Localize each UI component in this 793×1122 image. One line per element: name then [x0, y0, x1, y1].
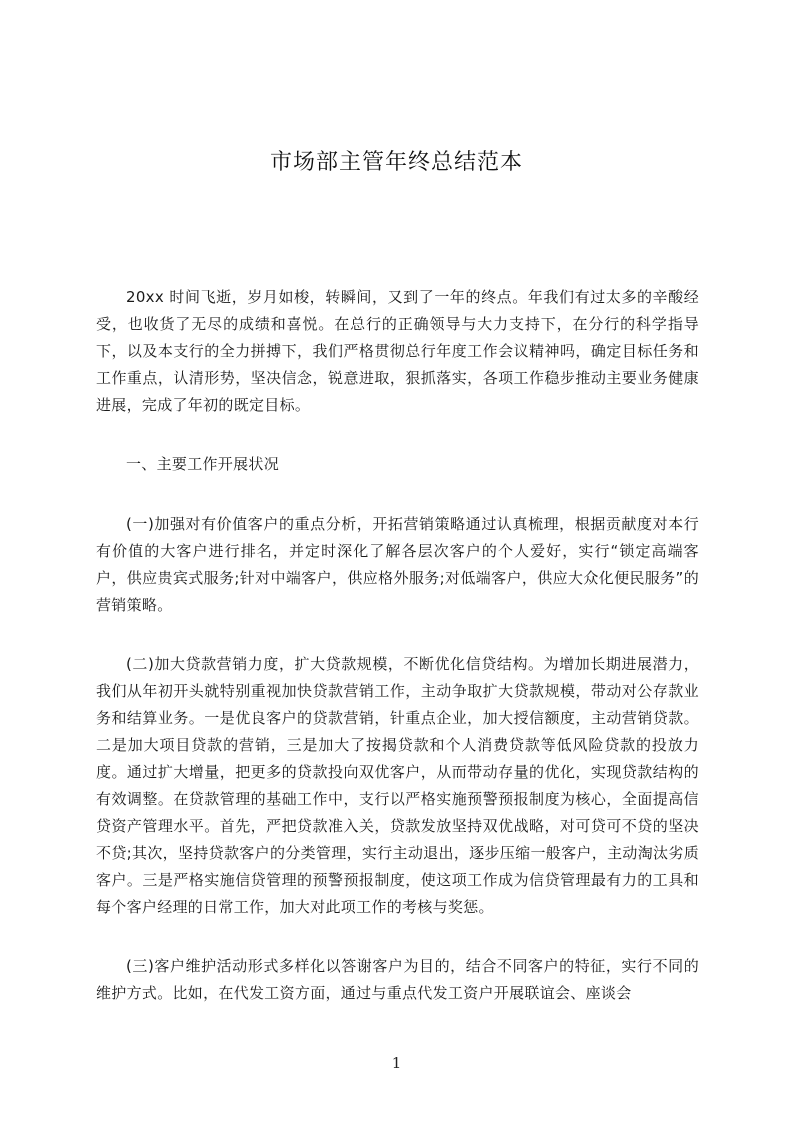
- section-heading: 一、主要工作开展状况: [126, 455, 280, 473]
- document-body: [96, 284, 699, 1039]
- section-paragraph-2: (二)加大贷款营销力度，扩大贷款规模，不断优化信贷结构。为增加长期进展潜力，我们从年初开头就特别重视加快贷款营销工作，主动争取扩大贷款规模，带动对公存款业务和结算业务。一是优良客户的贷款营销，针重点企业，加大授信额度，主动营销贷款。二是加大项目贷款的营销，三是加大了按揭贷款和个人消费贷款等低风险贷款的投放力度。通过扩大增量，把更多的贷款投向双优客户，从而带动存量的优化，实现贷款结构的有效调整。在贷款管理的基础工作中，支行以严格实施预警预报制度为核心，全面提高信贷资产管理水平。首先，严把贷款准入关，贷款发放坚持双优战略，对可贷可不贷的坚决不贷;其次，坚持贷款客户的分类管理，实行主动退出，逐步压缩一般客户，主动淘汰劣质客户。三是严格实施信贷管理的预警预报制度，使这项工作成为信贷管理最有力的工具和每个客户经理的日常工作，加大对此项工作的考核与奖惩。: [96, 655, 699, 916]
- section-paragraph-3: (三)客户维护活动形式多样化以答谢客户为目的，结合不同客户的特征，实行不同的维护方式。比如，在代发工资方面，通过与重点代发工资户开展联谊会、座谈会: [96, 957, 699, 1002]
- intro-paragraph: 20xx 时间飞逝，岁月如梭，转瞬间，又到了一年的终点。年我们有过太多的辛酸经受，也收货了无尽的成绩和喜悦。在总行的正确领导与大力支持下，在分行的科学指导下，以及本支行的全力拼搏下，我们严格贯彻总行年度工作会议精神吗，确定目标任务和工作重点，认清形势，坚决信念，锐意进取，狠抓落实，各项工作稳步推动主要业务健康进展，完成了年初的既定目标。: [96, 288, 699, 414]
- section-paragraph-1: (一)加强对有价值客户的重点分析，开拓营销策略通过认真梳理，根据贡献度对本行有价值的大客户进行排名，并定时深化了解各层次客户的个人爱好，实行“锁定高端客户，供应贵宾式服务;针对中端客户，供应格外服务;对低端客户，供应大众化便民服务”的营销策略。: [96, 515, 699, 614]
- document-title: 市场部主管年终总结范本: [269, 150, 523, 175]
- page-number: 1: [391, 1054, 402, 1072]
